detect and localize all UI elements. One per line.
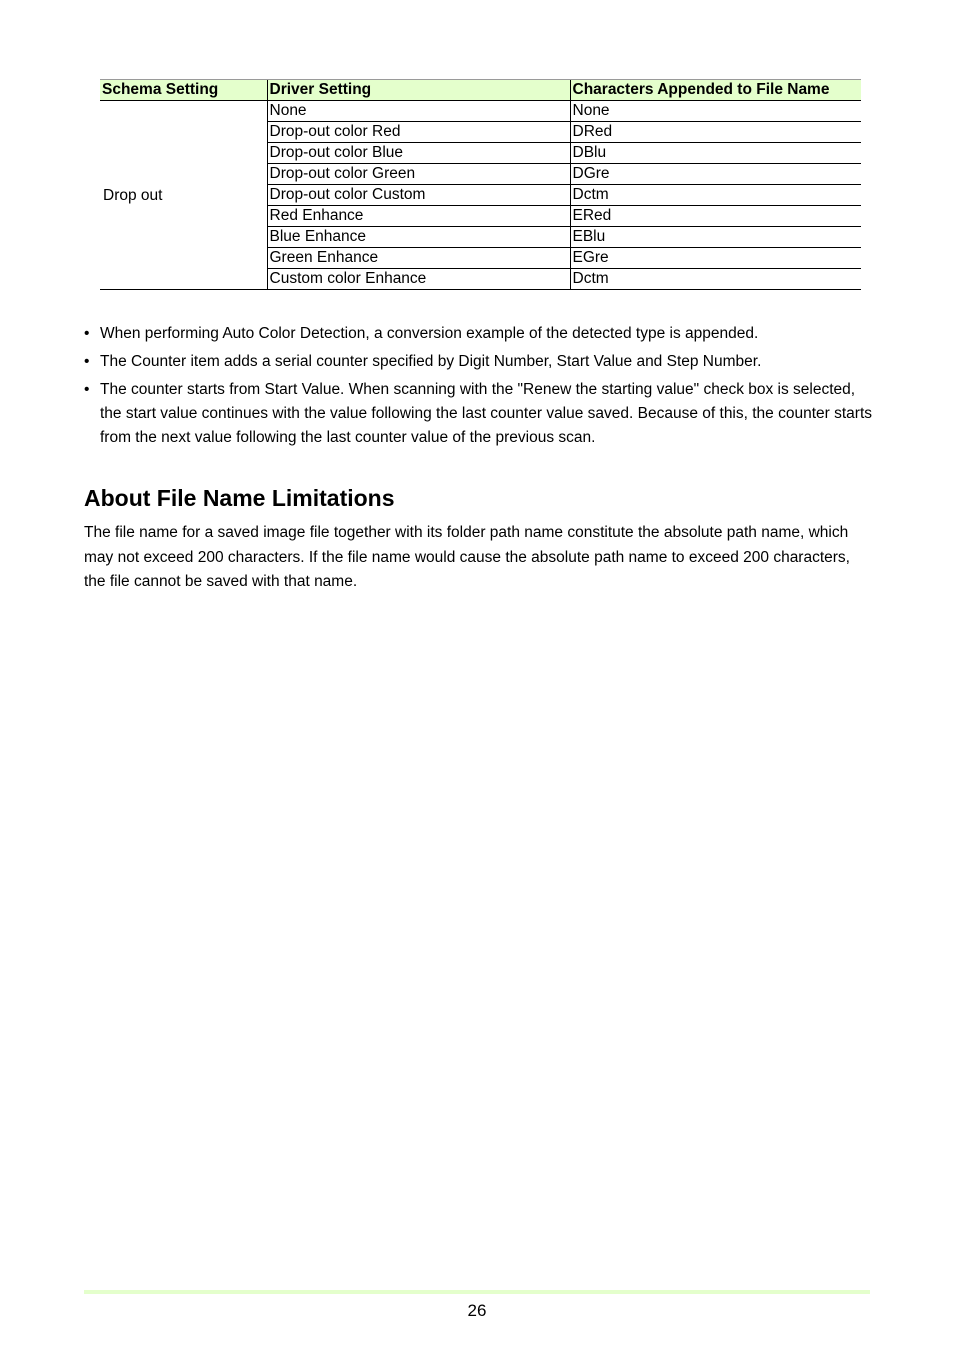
driver-setting-cell: Drop-out color Red [267, 122, 570, 143]
footer-divider [84, 1290, 870, 1294]
driver-setting-cell: Red Enhance [267, 206, 570, 227]
list-item [84, 322, 874, 346]
appended-chars-cell: None [570, 101, 861, 122]
note-text: The counter starts from Start Value. When scanning with the "Renew the starting value" check box is selected, the start value continues with the value following the last counter value saved. Because of this, the counter starts from the next value following the last counter value of the previous scan. [100, 381, 872, 446]
driver-setting-cell: Green Enhance [267, 248, 570, 269]
section-title: About File Name Limitations [84, 485, 395, 511]
header-characters-appended: Characters Appended to File Name [570, 80, 861, 101]
header-schema-setting: Schema Setting [100, 80, 267, 101]
header-driver-setting: Driver Setting [267, 80, 570, 101]
table-row [100, 101, 861, 122]
appended-chars-cell: Dctm [570, 185, 861, 206]
appended-chars-cell: EGre [570, 248, 861, 269]
note-text: When performing Auto Color Detection, a conversion example of the detected type is appended. [100, 325, 759, 342]
note-text: The Counter item adds a serial counter specified by Digit Number, Start Value and Step Number. [100, 353, 762, 370]
bullet-icon: • [84, 353, 90, 370]
table-header-row [100, 80, 861, 101]
appended-chars-cell: Dctm [570, 269, 861, 290]
file-name-suffix-table [100, 79, 861, 290]
appended-chars-cell: ERed [570, 206, 861, 227]
section-body: The file name for a saved image file together with its folder path name constitute the absolute path name, which may not exceed 200 characters. If the file name would cause the absolute path name to exceed 200 characters, the file cannot be saved with that name. [84, 524, 850, 590]
appended-chars-cell: DBlu [570, 143, 861, 164]
driver-setting-cell: Drop-out color Blue [267, 143, 570, 164]
list-item [84, 350, 874, 374]
bullet-icon: • [84, 325, 90, 342]
notes-list [84, 322, 874, 454]
driver-setting-cell: Blue Enhance [267, 227, 570, 248]
driver-setting-cell: None [267, 101, 570, 122]
appended-chars-cell: EBlu [570, 227, 861, 248]
appended-chars-cell: DRed [570, 122, 861, 143]
appended-chars-cell: DGre [570, 164, 861, 185]
driver-setting-cell: Drop-out color Green [267, 164, 570, 185]
bullet-icon: • [84, 381, 90, 398]
page-number: 26 [467, 1301, 487, 1320]
driver-setting-cell: Custom color Enhance [267, 269, 570, 290]
driver-setting-cell: Drop-out color Custom [267, 185, 570, 206]
list-item [84, 378, 874, 450]
schema-setting-cell: Drop out [100, 101, 267, 290]
